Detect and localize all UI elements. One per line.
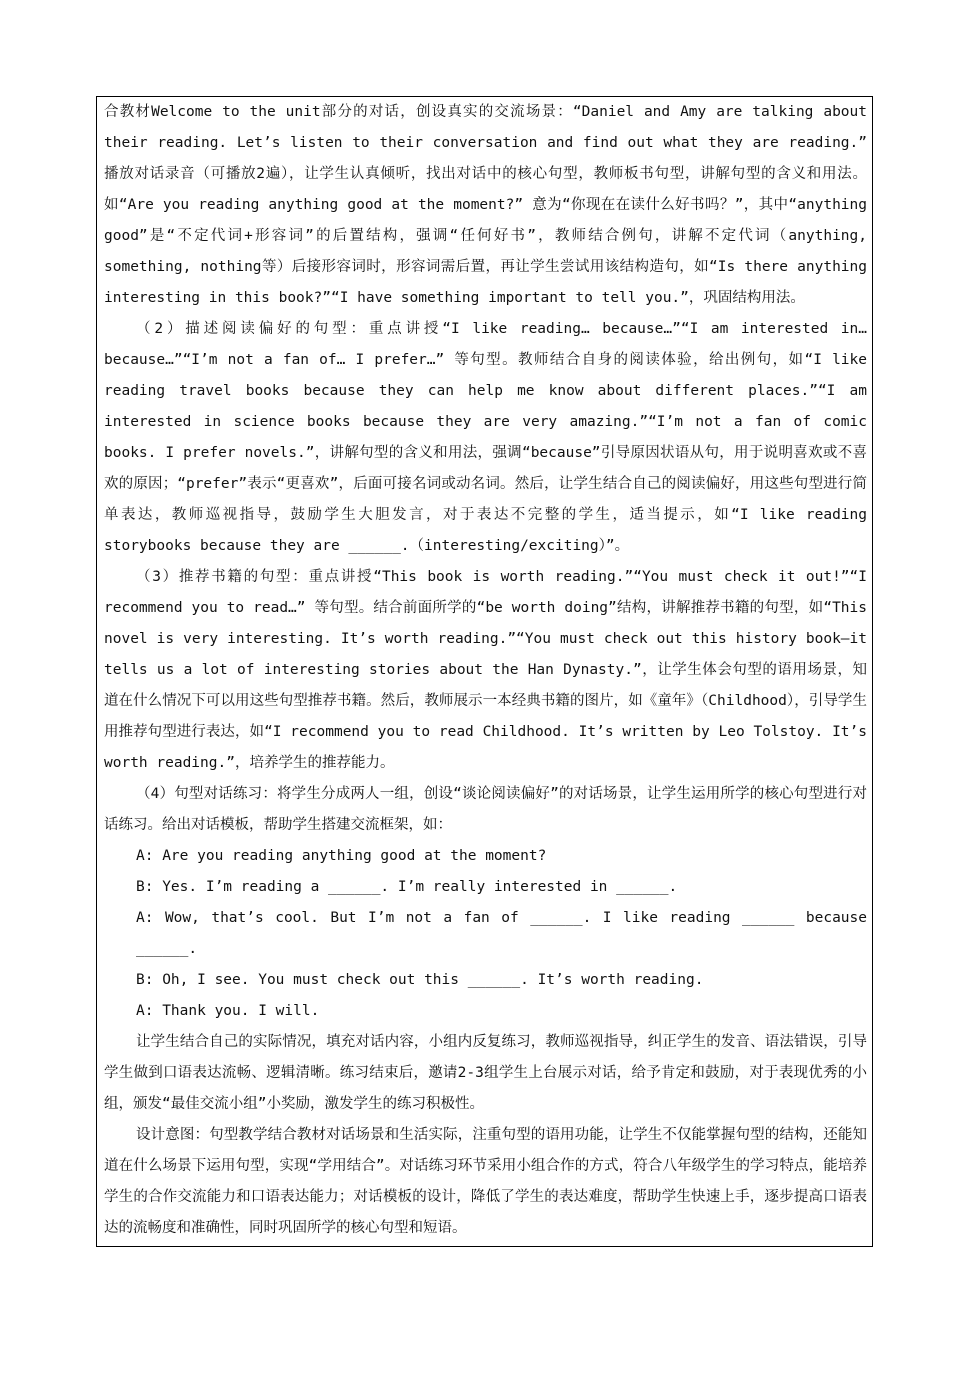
paragraph-practice-procedure: 让学生结合自己的实际情况，填充对话内容，小组内反复练习，教师巡视指导，纠正学生的发音、语法错误，引导学生做到口语表达流畅、逻辑清晰。练习结束后，邀请2-3组学生上台展示对话，给予肯定和鼓励，对于表现优秀的小组，颁发“最佳交流小组”小奖励，激发学生的练习积极性。 (104, 1034, 867, 1112)
dialog-line-b2: B: Oh, I see. You must check out this ______. It’s worth reading. (136, 972, 704, 988)
paragraph-design-intent: 设计意图：句型教学结合教材对话场景和生活实际，注重句型的语用功能，让学生不仅能掌握句型的结构，还能知道在什么场景下运用句型，实现“学用结合”。对话练习环节采用小组合作的方式，符合八年级学生的学习特点，能培养学生的合作交流能力和口语表达能力；对话模板的设计，降低了学生的表达难度，帮助学生快速上手，逐步提高口语表达的流畅度和准确性，同时巩固所学的核心句型和短语。 (104, 1127, 867, 1236)
lesson-plan-text (104, 97, 867, 1244)
dialog-line-a1: A: Are you reading anything good at the moment? (136, 848, 547, 864)
paragraph-dialogue-practice: （4）句型对话练习：将学生分成两人一组，创设“谈论阅读偏好”的对话场景，让学生运用所学的核心句型进行对话练习。给出对话模板，帮助学生搭建交流框架，如： (104, 786, 867, 833)
dialog-line-a3: A: Thank you. I will. (136, 1003, 320, 1019)
paragraph-book-recommendation-patterns: （3）推荐书籍的句型：重点讲授“This book is worth reading.”“You must check it out!”“I recommend you to read…” 等句型。结合前面所学的“be worth doing”结构，讲解推荐书籍的句型，如“This novel is very interesting. It’s worth reading.”“You must check out this history book—it tells us a lot of interesting stories about the Han Dynasty.”，让学生体会句型的语用场景，知道在什么情况下可以用这些句型推荐书籍。然后，教师展示一本经典书籍的图片，如《童年》（Childhood），引导学生用推荐句型进行表达，如“I recommend you to read Childhood. It’s written by Leo Tolstoy. It’s worth reading.”，培养学生的推荐能力。 (104, 569, 867, 771)
paragraph-reading-preference-patterns: （2）描述阅读偏好的句型：重点讲授“I like reading… because…”“I am interested in… because…”“I’m not a fan of… I prefer…” 等句型。教师结合自身的阅读体验，给出例句，如“I like reading travel books because they can help me know about different places.”“I am interested in science books because they are very amazing.”“I’m not a fan of comic books. I prefer novels.”，讲解句型的含义和用法，强调“because”引导原因状语从句，用于说明喜欢或不喜欢的原因；“prefer”表示“更喜欢”，后面可接名词或动名词。然后，让学生结合自己的阅读偏好，用这些句型进行简单表达，教师巡视指导，鼓励学生大胆发言，对于表达不完整的学生，适当提示，如“I like reading storybooks because they are ______.（interesting/exciting）”。 (104, 321, 867, 554)
dialog-line-b1: B: Yes. I’m reading a ______. I’m really interested in ______. (136, 879, 678, 895)
paragraph-dialogue-intro: 合教材Welcome to the unit部分的对话，创设真实的交流场景：“Daniel and Amy are talking about their reading. Let’s listen to their conversation and find out what they are reading.” 播放对话录音（可播放2遍），让学生认真倾听，找出对话中的核心句型，教师板书句型，讲解句型的含义和用法。如“Are you reading anything good at the moment?” 意为“你现在在读什么好书吗？”，其中“anything good”是“不定代词+形容词”的后置结构，强调“任何好书”，教师结合例句，讲解不定代词（anything, something, nothing等）后接形容词时，形容词需后置，再让学生尝试用该结构造句，如“Is there anything interesting in this book?”“I have something important to tell you.”，巩固结构用法。 (104, 104, 867, 306)
lesson-plan-table-cell (96, 96, 873, 1247)
dialog-line-a2: A: Wow, that’s cool. But I’m not a fan of ______. I like reading ______ because ______. (136, 910, 867, 957)
